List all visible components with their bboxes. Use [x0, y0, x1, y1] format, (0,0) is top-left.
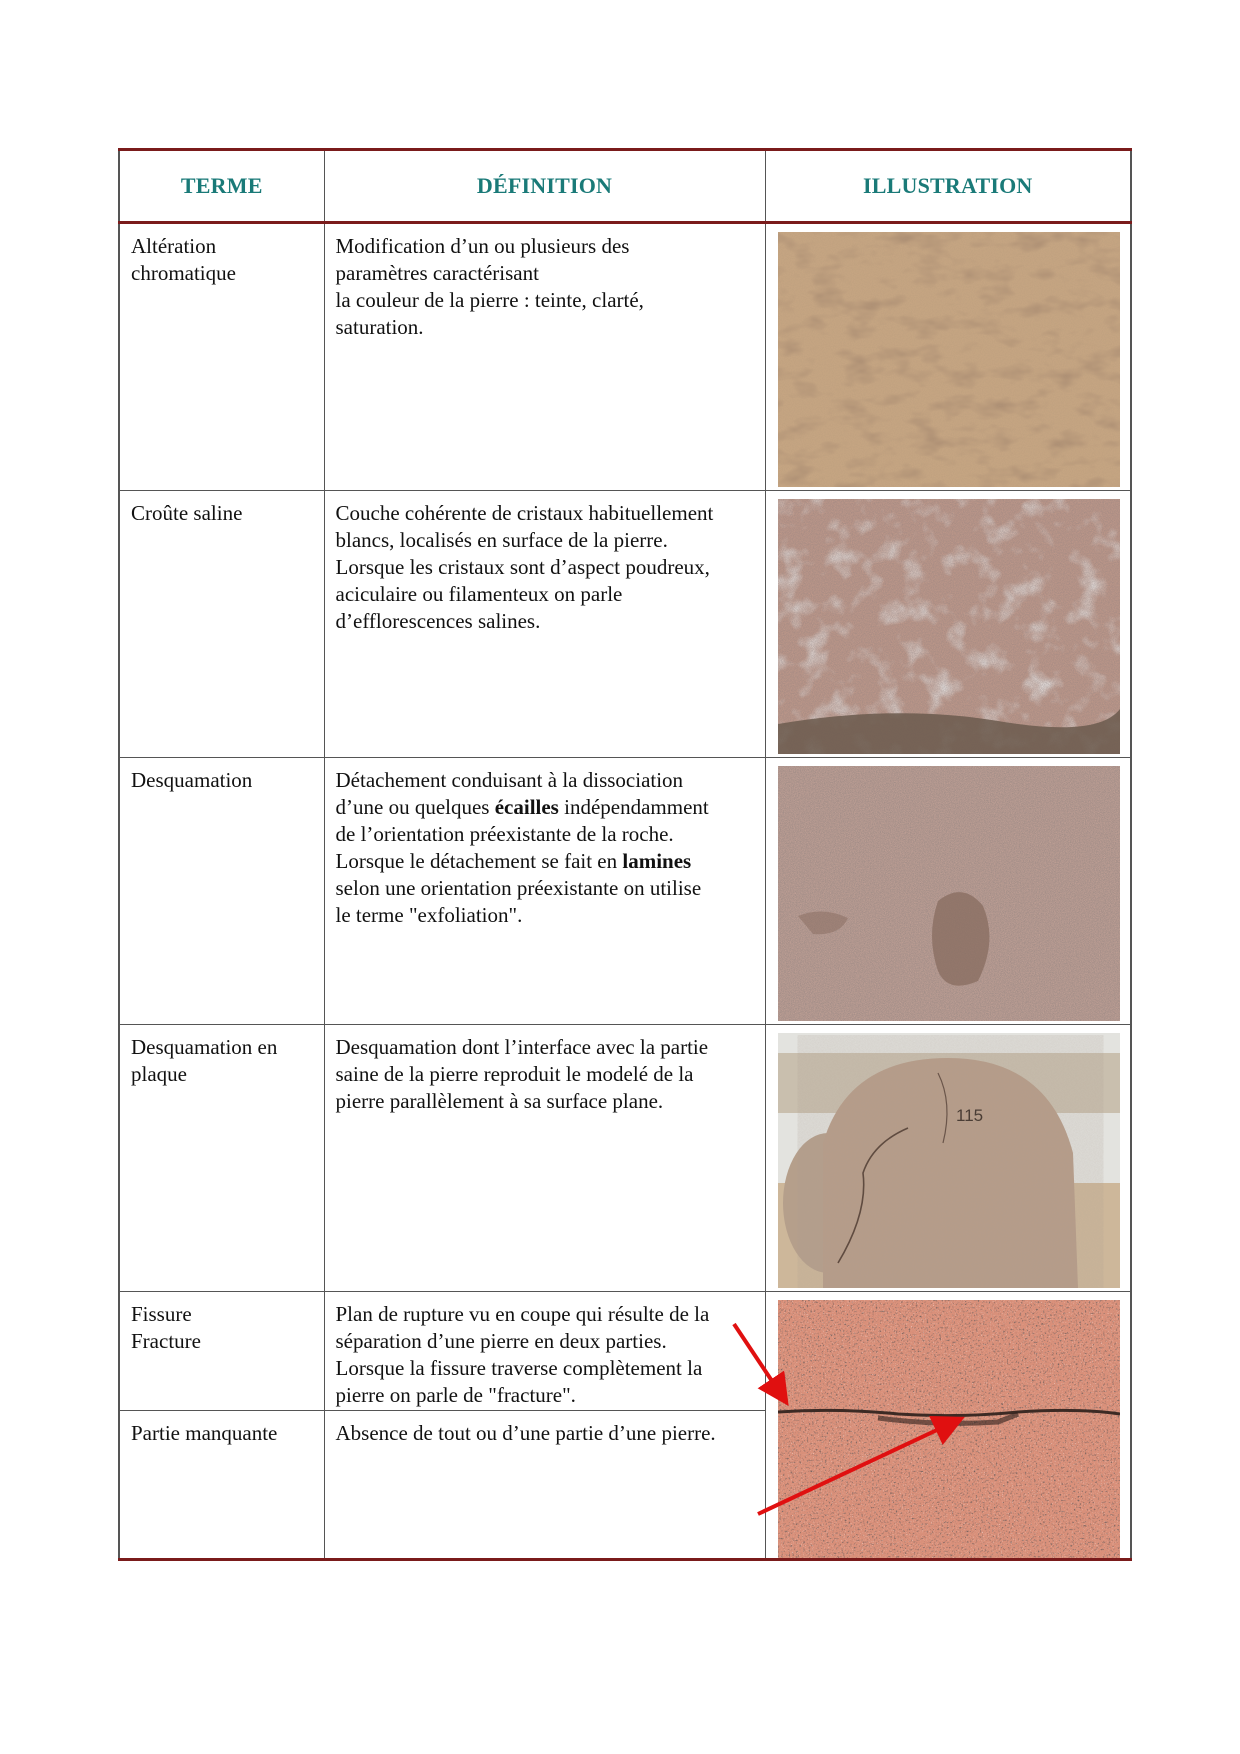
definition-line: blancs, localisés en surface de la pierre.	[335, 528, 668, 552]
photo-mark-number: 115	[955, 1106, 983, 1125]
definition-line: séparation d’une pierre en deux parties.	[335, 1329, 667, 1353]
definition-line: pierre parallèlement à sa surface plane.	[335, 1089, 664, 1113]
term-line: Fracture	[131, 1329, 201, 1353]
definition-cell	[325, 491, 765, 635]
definition-line: Détachement conduisant à la dissociation	[335, 768, 684, 792]
table-row	[119, 223, 1131, 491]
term-cell	[120, 224, 324, 287]
bold-term-lamines: lamines	[622, 849, 692, 873]
salt-crust-granite-photo	[778, 499, 1120, 754]
term-line: Croûte saline	[131, 501, 243, 525]
missing-part-arrow	[758, 1422, 954, 1514]
header-term: TERME	[119, 150, 324, 223]
table-row	[119, 758, 1131, 1025]
term-cell	[120, 491, 324, 527]
header-illustration: ILLUSTRATION	[765, 150, 1131, 223]
definition-cell	[325, 758, 765, 929]
table-row	[119, 491, 1131, 758]
table-row	[119, 1025, 1131, 1292]
definition-line: paramètres caractérisant	[335, 261, 539, 285]
rounded-stone-block-photo	[778, 1033, 1120, 1288]
definition-line: Lorsque la fissure traverse complètement la	[335, 1356, 703, 1380]
brown-discolored-stone-photo	[778, 232, 1120, 487]
term-line: Desquamation	[131, 768, 253, 792]
definition-line: saine de la pierre reproduit le modelé de la	[335, 1062, 694, 1086]
definition-line: Modification d’un ou plusieurs des	[335, 234, 630, 258]
definition-line: d’efflorescences salines.	[335, 609, 541, 633]
bold-term-ecailles: écailles	[494, 795, 559, 819]
header-definition: DÉFINITION	[324, 150, 765, 223]
definition-cell	[325, 224, 765, 341]
definition-line: de l’orientation préexistante de la roche.	[335, 822, 674, 846]
definition-line: Couche cohérente de cristaux habituellement	[335, 501, 714, 525]
table-row	[119, 1292, 1131, 1411]
definition-line: le terme "exfoliation".	[335, 903, 523, 927]
definition-cell	[325, 1411, 765, 1447]
term-line: plaque	[131, 1062, 187, 1086]
term-cell	[120, 1292, 324, 1355]
definition-line: saturation.	[335, 315, 424, 339]
definition-line: d’une ou quelques écailles indépendamment	[335, 795, 709, 819]
definition-cell	[325, 1292, 765, 1409]
term-line: Partie manquante	[131, 1421, 278, 1446]
definition-line: aciculaire ou filamenteux on parle	[335, 582, 623, 606]
term-cell	[120, 758, 324, 794]
term-line: chromatique	[131, 261, 236, 285]
definition-line: Plan de rupture vu en coupe qui résulte de la	[335, 1302, 710, 1326]
definition-line: Lorsque les cristaux sont d’aspect poudreux,	[335, 555, 710, 579]
glossary-sheet	[118, 148, 1130, 1566]
red-arrow-annotations	[754, 1292, 1120, 1552]
definition-line: Absence de tout ou d’une partie d’une pierre.	[335, 1421, 716, 1446]
term-cell	[120, 1025, 324, 1088]
header-row	[119, 150, 1131, 223]
term-cell	[120, 1411, 324, 1447]
definition-line: selon une orientation préexistante on utilise	[335, 876, 702, 900]
definition-line: pierre on parle de "fracture".	[335, 1383, 576, 1407]
term-line: Fissure	[131, 1302, 192, 1326]
definition-line: Desquamation dont l’interface avec la partie	[335, 1035, 709, 1059]
stone-alteration-glossary-table	[118, 148, 1132, 1561]
flaking-granite-photo	[778, 766, 1120, 1021]
definition-line: la couleur de la pierre : teinte, clarté,	[335, 288, 644, 312]
definition-line: Lorsque le détachement se fait en lamines	[335, 849, 692, 873]
term-line: Altération	[131, 234, 217, 258]
term-line: Desquamation en	[131, 1035, 278, 1059]
definition-cell	[325, 1025, 765, 1115]
